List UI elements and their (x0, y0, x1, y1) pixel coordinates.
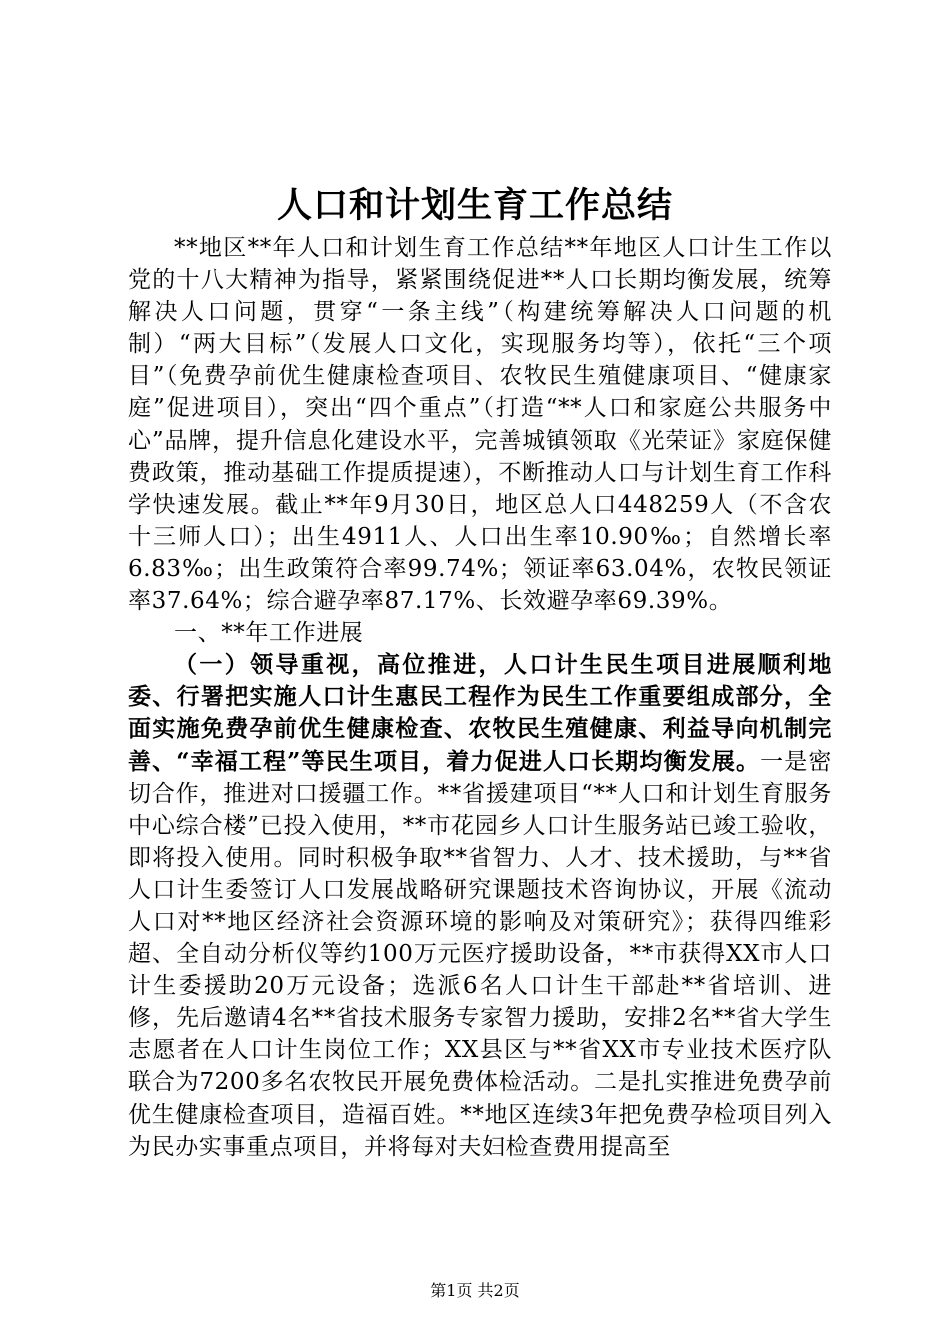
document-body (128, 232, 832, 1163)
document-title: 人口和计划生育工作总结 (276, 185, 673, 226)
subsection-paragraph (128, 649, 832, 1163)
subsection-text: 一是密切合作，推进对口援疆工作。**省援建项目“**人口和计划生育服务中心综合楼”已投入使用，**市花园乡人口计生服务站已竣工验收，即将投入使用。同时积极争取**省智力、人才、技术援助，与**省人口计生委签订人口发展战略研究课题技术咨询协议，开展《流动人口对**地区经济社会资源环境的影响及对策研究》；获得四维彩超、全自动分析仪等约100万元医疗援助设备，**市获得XX市人口计生委援助20万元设备；选派6名人口计生干部赴**省培训、进修，先后邀请4名**省技术服务专家智力援助，安排2名**省大学生志愿者在人口计生岗位工作；XX县区与**省XX市专业技术医疗队联合为7200多名农牧民开展免费体检活动。二是扎实推进免费孕前优生健康检查项目，造福百姓。**地区连续3年把免费孕检项目列入为民办实事重点项目，并将每对夫妇检查费用提高至 (128, 748, 832, 1160)
page-footer: 第1页 共2页 (430, 1281, 520, 1300)
subsection-heading-bold: （一）领导重视，高位推进，人口计生民生项目进展顺利地委、行署把实施人口计生惠民工程作为民生工作重要组成部分，全面实施免费孕前优生健康检查、农牧民生殖健康、利益导向机制完善、“幸福工程”等民生项目，着力促进人口长期均衡发展。 (128, 651, 832, 775)
intro-paragraph: **地区**年人口和计划生育工作总结**年地区人口计生工作以党的十八大精神为指导，紧紧围绕促进**人口长期均衡发展，统筹解决人口问题，贯穿“一条主线”（构建统筹解决人口问题的机制）“两大目标”（发展人口文化，实现服务均等），依托“三个项目”（免费孕前优生健康检查项目、农牧民生殖健康项目、“健康家庭”促进项目），突出“四个重点”（打造“**人口和家庭公共服务中心”品牌，提升信息化建设水平，完善城镇领取《光荣证》家庭保健费政策，推动基础工作提质提速），不断推动人口与计划生育工作科学快速发展。截止**年9月30日，地区总人口448259人（不含农十三师人口）；出生4911人、人口出生率10.90‰；自然增长率6.83‰；出生政策符合率99.74%；领证率63.04%，农牧民领证率37.64%；综合避孕率87.17%、长效避孕率69.39%。 (128, 235, 832, 615)
section-heading: 一、**年工作进展 (174, 620, 364, 647)
